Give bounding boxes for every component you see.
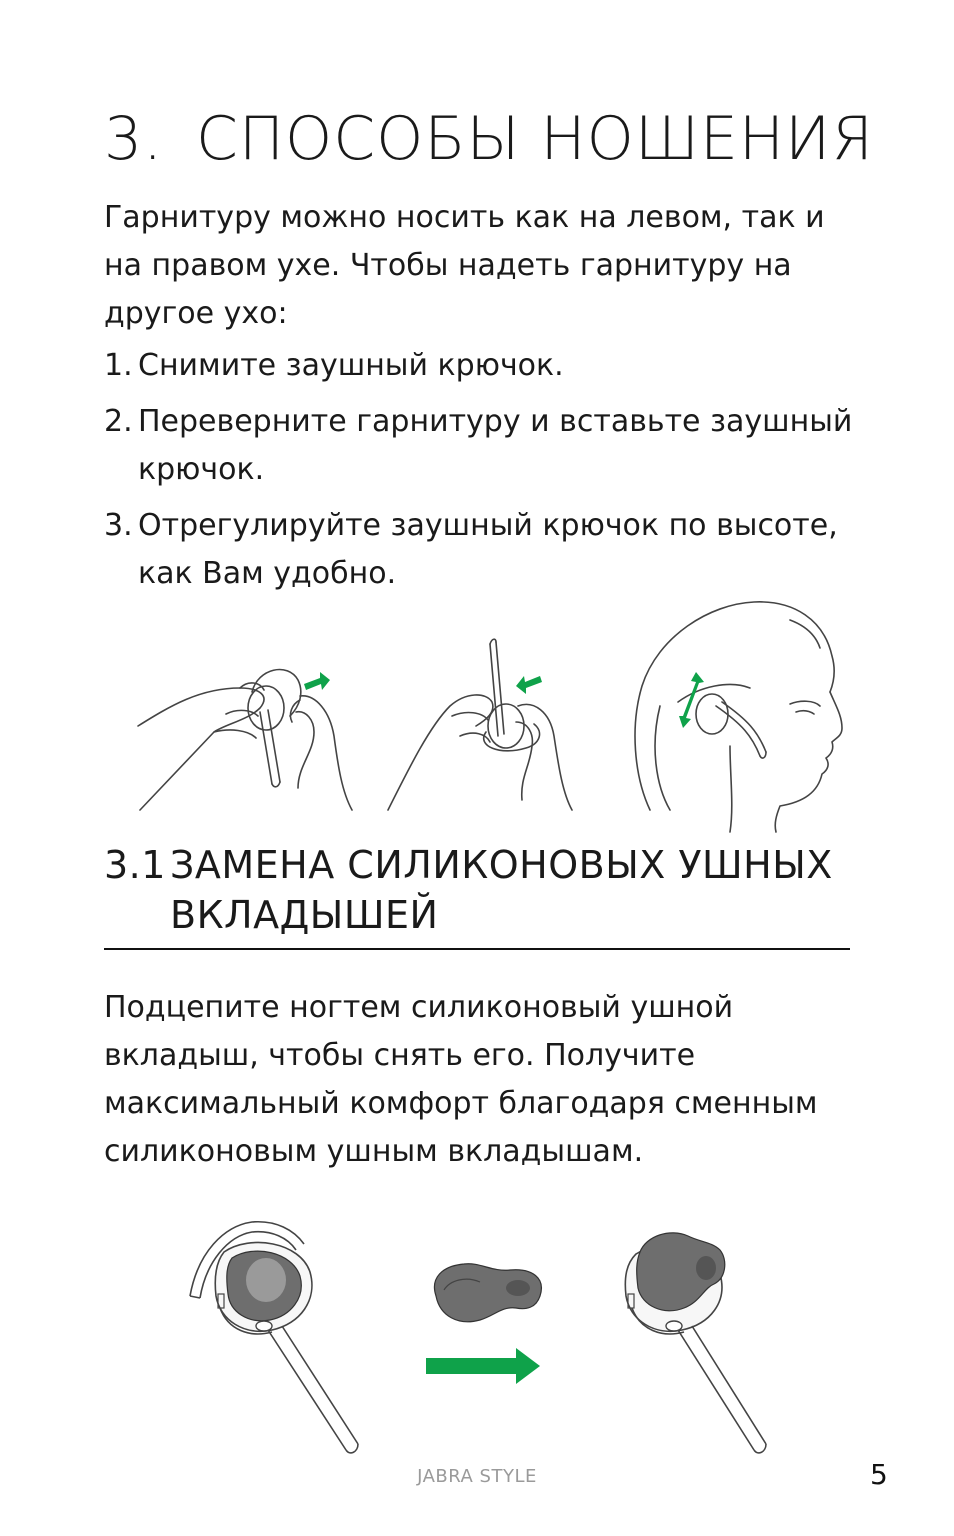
footer-brand: JABRA STYLE [417, 1466, 537, 1487]
page-number: 5 [870, 1458, 888, 1491]
step-text: Переверните гарнитуру и вставьте заушный крючок. [138, 404, 853, 487]
subsection-paragraph: Подцепите ногтем силиконовый ушной вкладыш, чтобы снять его. Получите максимальный комфорт благодаря сменным силиконовым ушным вкладышам. [104, 990, 818, 1169]
step-item [104, 502, 864, 598]
eargel-illustration [180, 1212, 780, 1462]
hands-remove-hook-figure [138, 670, 352, 810]
arrow-left-icon [516, 676, 542, 694]
eargel-figure [434, 1264, 541, 1322]
intro-paragraph: Гарнитуру можно носить как на левом, так и на правом ухе. Чтобы надеть гарнитуру на другое ухо: [104, 200, 825, 331]
headset-with-eargel-figure [625, 1233, 766, 1453]
section-number: 3. [104, 104, 164, 174]
subsection-title: ЗАМЕНА СИЛИКОНОВЫХ УШНЫХ ВКЛАДЫШЕЙ [170, 843, 833, 937]
arrow-right-icon [304, 672, 330, 690]
section-heading [104, 104, 874, 174]
subsection-number: 3.1 [104, 843, 166, 887]
step-item [104, 342, 864, 390]
wearing-illustration [130, 596, 850, 832]
hands-insert-hook-figure [388, 639, 572, 810]
section-title: СПОСОБЫ НОШЕНИЯ [196, 104, 874, 174]
arrow-right-icon [426, 1348, 540, 1384]
head-wearing-headset-figure [635, 602, 842, 832]
subsection-heading [104, 840, 850, 940]
step-number: 2. [104, 404, 133, 439]
step-text: Отрегулируйте заушный крючок по высоте, как Вам удобно. [138, 508, 838, 591]
step-item [104, 398, 864, 494]
steps-list [104, 342, 864, 606]
headset-without-eargel-figure [190, 1222, 358, 1453]
step-number: 1. [104, 348, 133, 383]
heading-divider [104, 948, 850, 950]
step-text: Снимите заушный крючок. [138, 348, 564, 383]
step-number: 3. [104, 508, 133, 543]
